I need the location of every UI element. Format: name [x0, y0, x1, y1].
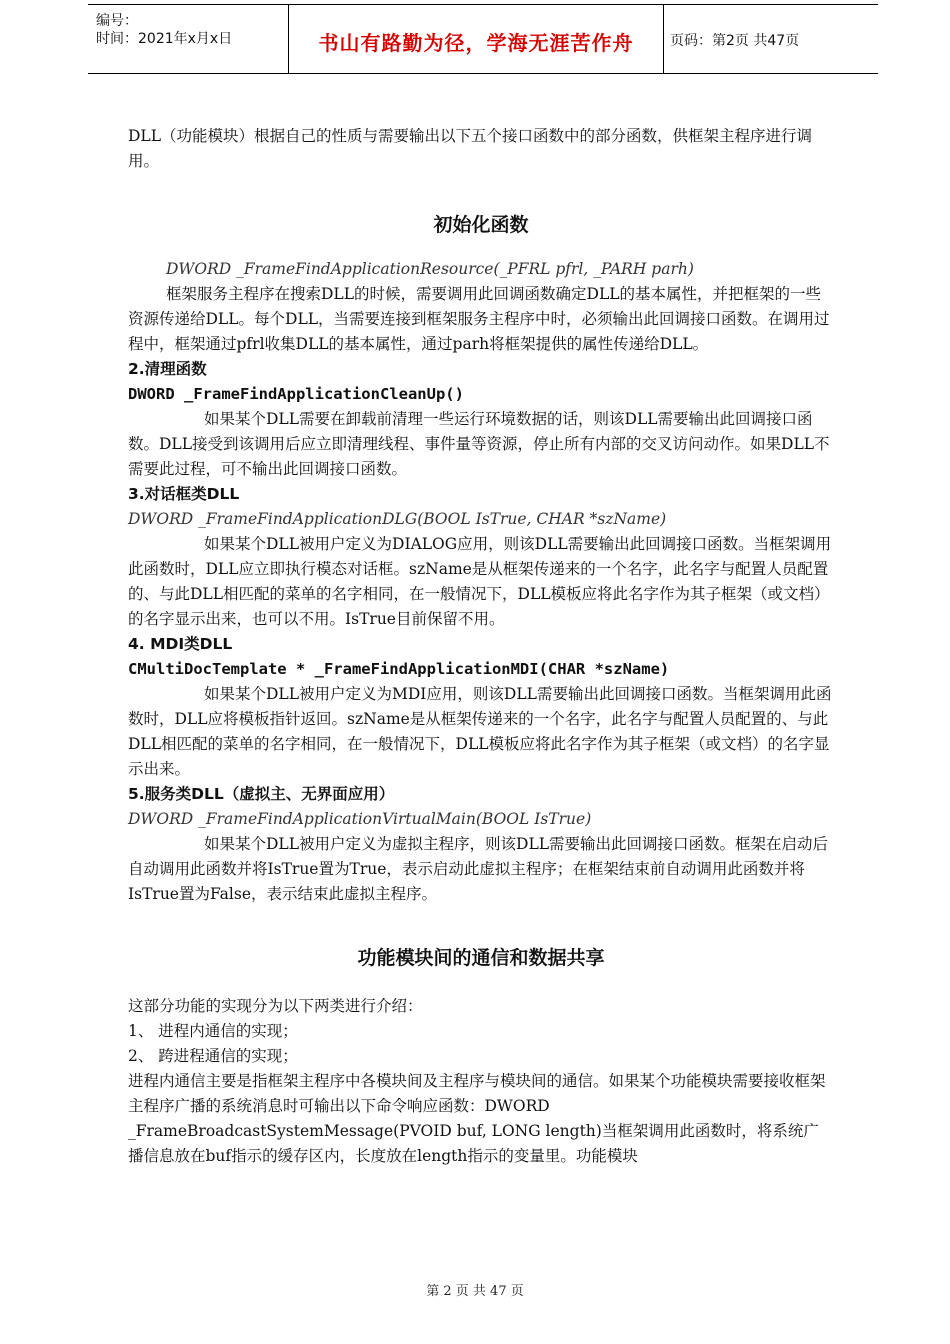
page-header — [88, 4, 878, 74]
intro-paragraph: DLL（功能模块）根据自己的性质与需要输出以下五个接口函数中的部分函数，供框架主程序进行调用。 — [128, 127, 813, 170]
time-label: 时间：2021年x月x日 — [96, 31, 233, 47]
header-meta-cell — [88, 5, 288, 73]
s3-paragraph: 如果某个DLL被用户定义为DIALOG应用，则该DLL需要输出此回调接口函数。当框架调用此函数时，DLL应立即执行模态对话框。szName是从框架传递来的一个名字，此名字与配置人员配置的、与此DLL相匹配的菜单的名字相同，在一般情况下，DLL模板应将此名字作为其子框架（或文档）的名字显示出来，也可以不用。IsTrue目前保留不用。 — [128, 535, 832, 628]
number-label: 编号： — [96, 13, 138, 29]
s2-paragraph: 如果某个DLL需要在卸载前清理一些运行环境数据的话，则该DLL需要输出此回调接口函数。DLL接受到该调用后应立即清理线程、事件量等资源，停止所有内部的交叉访问动作。如果DLL不需要此过程，可不输出此回调接口函数。 — [128, 410, 830, 478]
s4-paragraph: 如果某个DLL被用户定义为MDI应用，则该DLL需要输出此回调接口函数。当框架调用此函数时，DLL应将模板指针返回。szName是从框架传递来的一个名字，此名字与配置人员配置的、与此DLL相匹配的菜单的名字相同，在一般情况下，DLL模板应将此名字作为其子框架（或文档）的名字显示出来。 — [128, 685, 832, 778]
heading-comm: 功能模块间的通信和数据共享 — [357, 947, 605, 969]
comm-paragraph: 进程内通信主要是指框架主程序中各模块间及主程序与模块间的通信。如果某个功能模块需要接收框架主程序广播的系统消息时可输出以下命令响应函数：DWORD _FrameBroadcastSystemMessage(PVOID buf, LONG length)当框架调用此函数时，将系统广播信息放在buf指示的缓存区内，长度放在length指示的变量里。功能模块 — [128, 1072, 826, 1165]
s5-title: 5.服务类DLL（虚拟主、无界面应用） — [128, 785, 395, 803]
s5-paragraph: 如果某个DLL被用户定义为虚拟主程序，则该DLL需要输出此回调接口函数。框架在启动后自动调用此函数并将IsTrue置为True，表示启动此虚拟主程序；在框架结束前自动调用此函数并将IsTrue置为False，表示结束此虚拟主程序。 — [128, 835, 829, 903]
header-motto-cell — [288, 5, 664, 73]
motto: 书山有路勤为径，学海无涯苦作舟 — [318, 31, 634, 55]
s3-signature: DWORD _FrameFindApplicationDLG(BOOL IsTrue, CHAR *szName) — [128, 510, 667, 528]
s5-signature: DWORD _FrameFindApplicationVirtualMain(BOOL IsTrue) — [128, 810, 592, 828]
comm-item-1: 1、 进程内通信的实现； — [128, 1022, 298, 1040]
heading-init: 初始化函数 — [433, 214, 529, 236]
comm-item-2: 2、 跨进程通信的实现； — [128, 1047, 298, 1065]
page-footer: 第 2 页 共 47 页 — [426, 1284, 524, 1299]
page-label: 页码：第2页 共47页 — [670, 33, 800, 49]
s3-title: 3.对话框类DLL — [128, 485, 240, 503]
s1-signature: DWORD _FrameFindApplicationResource(_PFRL pfrl, _PARH parh) — [166, 260, 694, 278]
header-page-cell — [664, 5, 878, 73]
comm-intro: 这部分功能的实现分为以下两类进行介绍： — [128, 997, 423, 1015]
s1-paragraph: 框架服务主程序在搜索DLL的时候，需要调用此回调函数确定DLL的基本属性，并把框架的一些资源传递给DLL。每个DLL，当需要连接到框架服务主程序中时，必须输出此回调接口函数。在调用过程中，框架通过pfrl收集DLL的基本属性，通过parh将框架提供的属性传递给DLL。 — [128, 285, 830, 353]
document-body — [128, 124, 834, 1169]
s2-title: 2.清理函数 — [128, 360, 207, 378]
s4-signature: CMultiDocTemplate * _FrameFindApplicationMDI(CHAR *szName) — [128, 660, 670, 678]
s4-title: 4. MDI类DLL — [128, 635, 233, 653]
s2-signature: DWORD _FrameFindApplicationCleanUp() — [128, 385, 464, 403]
